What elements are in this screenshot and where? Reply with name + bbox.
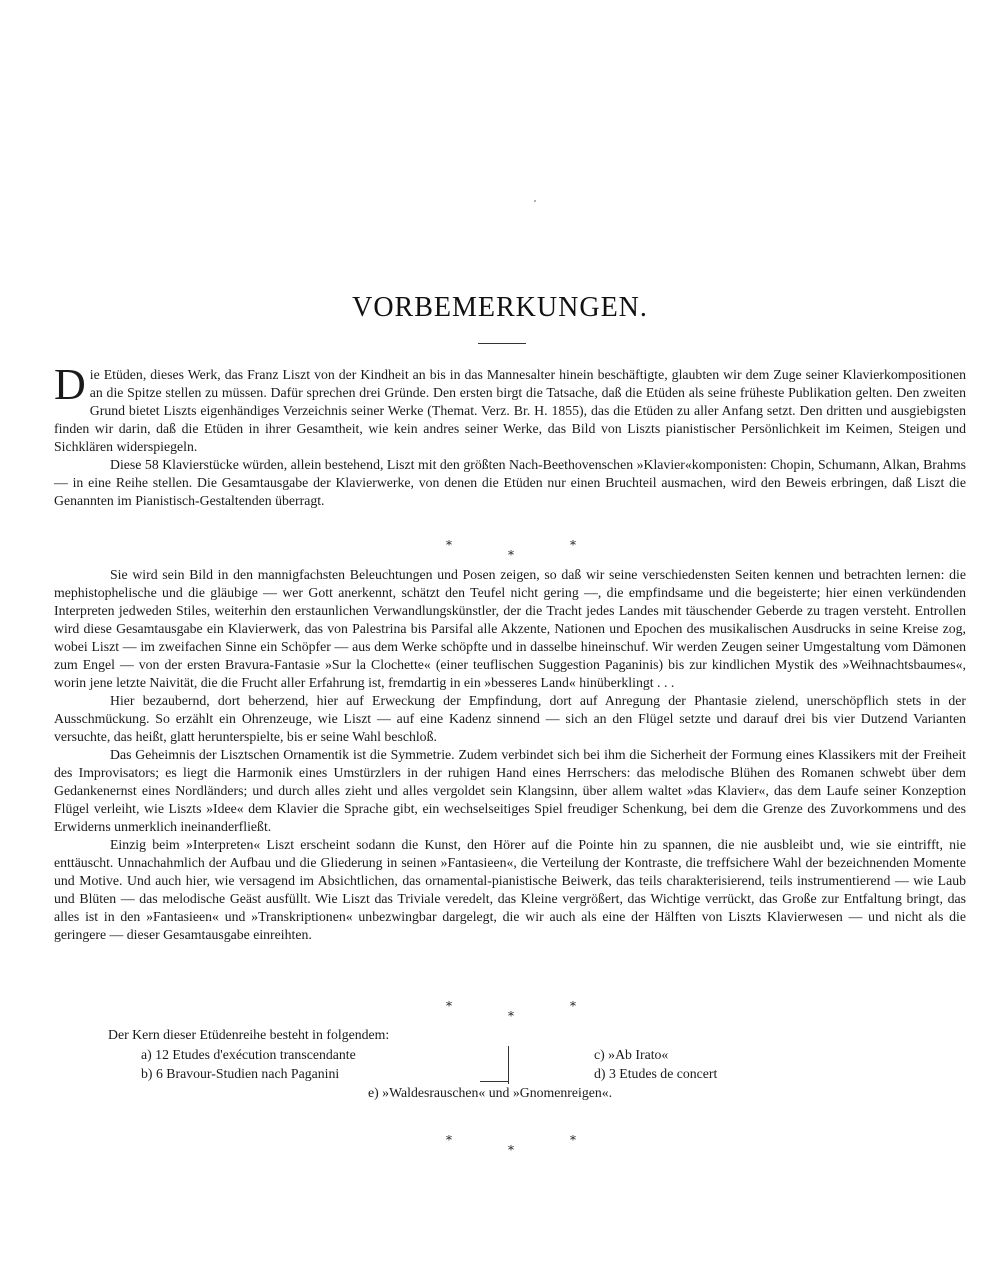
list-divider-horizontal bbox=[480, 1081, 508, 1082]
kern-item-c: c) »Ab Irato« bbox=[594, 1047, 669, 1062]
separator-star: * bbox=[508, 1143, 514, 1157]
title-rule bbox=[478, 343, 526, 344]
separator-stars-1 bbox=[0, 538, 1000, 562]
main-section bbox=[54, 566, 966, 944]
intro-section bbox=[54, 360, 966, 510]
separator-star: * bbox=[446, 538, 452, 552]
kern-item-a: a) 12 Etudes d'exécution transcendante bbox=[141, 1047, 356, 1062]
separator-stars-3 bbox=[0, 1133, 1000, 1157]
main-paragraph-2: Hier bezaubernd, dort beherzend, hier auf Erweckung der Empfindung, dort auf Anregung der Phantasie zielend, unerschöpflich stets in der Ausschmückung. So erzählt ein Ohrenzeuge, wie Liszt — auf eine Kadenz sinnend — sich an den Flügel setzte und darauf drei bis vier Dutzend Varianten versuchte, das heißt, glatt herunterspielte, bis er seine Wahl beschloß. bbox=[54, 693, 966, 744]
kern-item-e: e) »Waldesrauschen« und »Gnomenreigen«. bbox=[368, 1085, 613, 1100]
separator-star: * bbox=[508, 1009, 514, 1023]
page-title: VORBEMERKUNGEN. bbox=[352, 292, 648, 323]
main-paragraph-4: Einzig beim »Interpreten« Liszt erscheint sodann die Kunst, den Hörer auf die Pointe hin zu spannen, die nie ausbleibt und, wie sie eintrifft, nie enttäuscht. Unnachahmlich der Aufbau und die Gliederung in seinen »Fantasieen«, die Verteilung der Kontraste, die treffsichere Wahl der bezeichnenden Momente und Motive. Und auch hier, wie versagend im Absichtlichen, das ornamental-pianistische Beiwerk, das teils charakterisierend, teils instrumentierend — wie Laub und Blüten — das melodische Geäst ausfüllt. Wie Liszt das Triviale veredelt, das Kleine vergrößert, das Wichtige verrückt, das Große zur Entfaltung bringt, das alles ist in den »Fantasieen« und »Transkriptionen« unbezwingbar dargelegt, die wir auch als eine der Hälften von Liszts Klavierwesen — und nicht als die geringere — dieser Gesamtausgabe einreihten. bbox=[54, 837, 966, 942]
intro-paragraph-2: Diese 58 Klavierstücke würden, allein bestehend, Liszt mit den größten Nach-Beethovenschen »Klavier«komponisten: Chopin, Schumann, Alkan, Brahms — in eine Reihe stellen. Die Gesamtausgabe der Klavierwerke, von denen die Etüden nur einen Bruchteil ausmachen, wird den Beweis erbringen, daß Liszt die Genannten im Pianistisch-Gestaltenden überragt. bbox=[54, 457, 966, 508]
main-paragraph-3: Das Geheimnis der Lisztschen Ornamentik ist die Symmetrie. Zudem verbindet sich bei ihm die Sicherheit der Formung eines Klassikers mit der Freiheit des Improvisators; es liegt die Harmonik eines Umstürzlers in der ruhigen Hand eines Herrschers: das melodische Blühen des Romanen schwebt über dem Gedankenernst eines Nordländers; und durch alles zieht und alles vergoldet sein Klangsinn, über allem waltet »das Klavier«, das dem Laufe seiner Konzeption Flügel verleiht, wie Liszts »Idee« dem Klavier die Sprache gibt, ein wechselseitiges Spiel freudiger Schenkung, bei dem die Grenze des Zuvorkommens und des Erwiderns unmerklich ineinanderfließt. bbox=[54, 747, 966, 834]
list-divider-vertical bbox=[508, 1046, 509, 1084]
separator-star: * bbox=[446, 999, 452, 1013]
main-paragraph-1: Sie wird sein Bild in den mannigfachsten Beleuchtungen und Posen zeigen, so daß wir seine verschiedensten Seiten kennen und betrachten lernen: die mephistophelische und die gläubige — wer Gott anerkennt, schätzt den Teufel nicht gering —, die empfindsame und die begeisterte; hier einen verkündenden Interpreten jedweden Stiles, weiterhin den erstaunlichen Verwandlungskünstler, der die Tracht jedes Landes mit täuschender Geberde zu tragen versteht. Entrollen wird diese Gesamtausgabe ein Klavierwerk, das von Palestrina bis Parsifal alle Akzente, Nationen und Epochen des musikalischen Ausdrucks in seine Kreise zog, wobei Liszt — im zweifachen Sinne ein Schöpfer — aus dem Werke schöpfte und in dasselbe hineinschuf. Wir werden Zeugen seiner Umgestaltung vom Dämonen zum Engel — von der ersten Bravura-Fantasie »Sur la Clochette« (einer teuflischen Suggestion Paganinis) bis zur kindlichen Mystik des »Weihnachtsbaumes«, worin jene letzte Naivität, die die Frucht aller Erfahrung ist, fremdartig in ein »besseres Land« hinüberklingt . . . bbox=[54, 567, 966, 690]
separator-star: * bbox=[570, 538, 576, 552]
speck-mark bbox=[534, 200, 536, 202]
separator-star: * bbox=[570, 1133, 576, 1147]
kern-intro: Der Kern dieser Etüdenreihe besteht in folgendem: bbox=[108, 1027, 390, 1042]
intro-paragraph-1 bbox=[54, 360, 966, 456]
separator-star: * bbox=[508, 548, 514, 562]
dropcap: D bbox=[54, 360, 86, 409]
separator-star: * bbox=[570, 999, 576, 1013]
kern-item-b: b) 6 Bravour-Studien nach Paganini bbox=[141, 1066, 340, 1081]
intro-paragraph-1-text: ie Etüden, dieses Werk, das Franz Liszt von der Kindheit an bis in das Mannesalter hinein beschäftigte, glaubten wir dem Zuge seiner Klavierkompositionen an die Spitze stellen zu müssen. Dafür sprechen drei Gründe. Den ersten birgt die Tatsache, daß die Etüden als seine früheste Publikation gelten. Den zweiten Grund bietet Liszts eigenhändiges Verzeichnis seiner Werke (Themat. Verz. Br. H. 1855), das die Etüden zu aller Anfang setzt. Den dritten und ausgiebigsten finden wir darin, daß die Etüden in ihrer Gesamtheit, wie kein andres seiner Werke, das Bild von Liszts pianistischer Persönlichkeit im Keimen, Steigen und Sichklären widerspiegeln. bbox=[54, 367, 966, 454]
separator-stars-2 bbox=[0, 999, 1000, 1023]
separator-star: * bbox=[446, 1133, 452, 1147]
kern-item-d: d) 3 Etudes de concert bbox=[594, 1066, 718, 1081]
